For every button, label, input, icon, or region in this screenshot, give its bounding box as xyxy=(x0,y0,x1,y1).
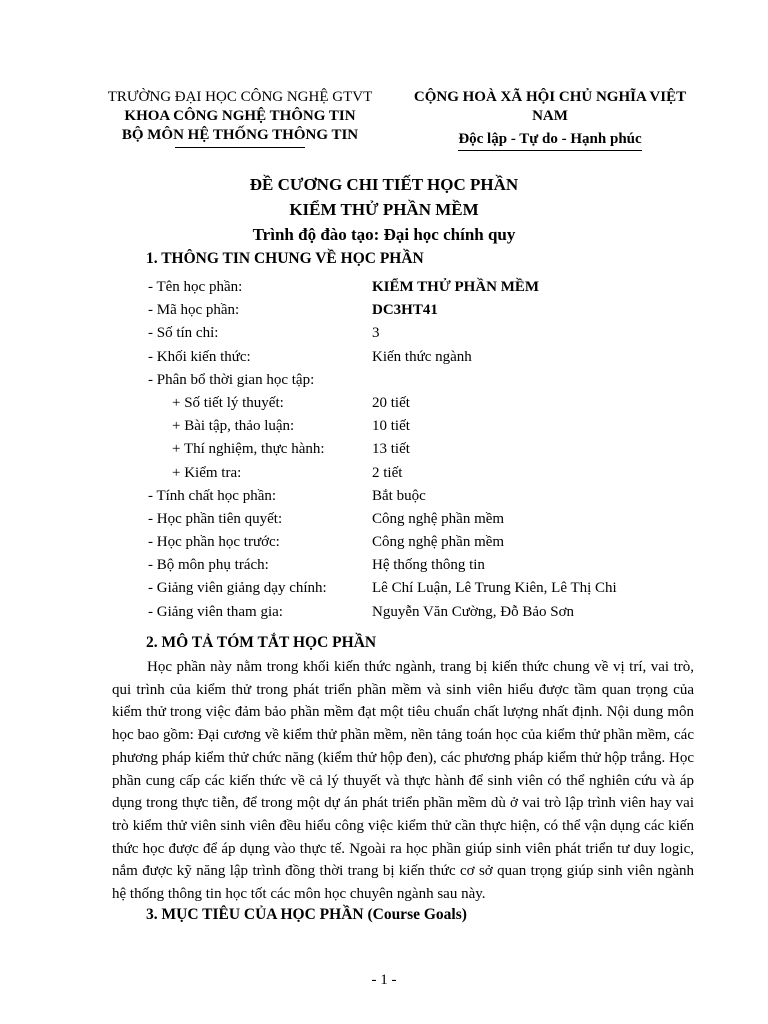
info-value: DC3HT41 xyxy=(372,302,438,319)
info-label: + Thí nghiệm, thực hành: xyxy=(172,441,325,458)
info-row xyxy=(148,276,708,299)
info-label: - Mã học phần: xyxy=(148,302,240,319)
info-row xyxy=(148,601,708,624)
info-row xyxy=(148,554,708,577)
info-value: Hệ thống thông tin xyxy=(372,557,485,574)
info-label: - Giảng viên giảng dạy chính: xyxy=(148,580,327,597)
header-underline xyxy=(175,147,305,148)
info-value: Bắt buộc xyxy=(372,487,426,504)
info-row xyxy=(148,577,708,600)
info-label: - Bộ môn phụ trách: xyxy=(148,557,269,574)
info-row xyxy=(148,438,708,461)
info-label: - Số tín chỉ: xyxy=(148,325,219,342)
info-value: Lê Chí Luận, Lê Trung Kiên, Lê Thị Chi xyxy=(372,580,617,597)
info-label: - Học phần tiên quyết: xyxy=(148,510,283,527)
info-label: + Kiểm tra: xyxy=(172,464,242,481)
info-value: Nguyễn Văn Cường, Đỗ Bảo Sơn xyxy=(372,603,575,620)
national-title: CỘNG HOÀ XÃ HỘI CHỦ NGHĨA VIỆT NAM xyxy=(413,89,687,124)
info-row xyxy=(148,485,708,508)
info-value: Công nghệ phần mềm xyxy=(372,510,505,527)
info-value: 3 xyxy=(372,325,380,342)
info-row xyxy=(148,462,708,485)
info-value: 2 tiết xyxy=(372,464,403,481)
page-number: - 1 - xyxy=(371,972,397,988)
info-row xyxy=(148,346,708,369)
document-title: ĐỀ CƯƠNG CHI TIẾT HỌC PHẦN xyxy=(249,175,519,194)
section2-heading: 2. MÔ TẢ TÓM TẮT HỌC PHẦN xyxy=(146,634,377,651)
info-row xyxy=(148,369,708,392)
info-value: 20 tiết xyxy=(372,394,410,411)
info-label: - Học phần học trước: xyxy=(148,534,280,551)
section3-heading: 3. MỤC TIÊU CỦA HỌC PHẦN (Course Goals) xyxy=(146,906,467,923)
info-value: 13 tiết xyxy=(372,441,410,458)
info-row xyxy=(148,508,708,531)
faculty-name: KHOA CÔNG NGHỆ THÔNG TIN xyxy=(124,108,356,124)
course-info-list xyxy=(148,276,708,624)
info-value: Kiến thức ngành xyxy=(372,348,472,365)
institution-header xyxy=(90,88,390,148)
info-label: + Số tiết lý thuyết: xyxy=(172,394,284,411)
info-label: - Giảng viên tham gia: xyxy=(148,603,283,620)
info-row xyxy=(148,299,708,322)
info-label: - Khối kiến thức: xyxy=(148,348,251,365)
info-row xyxy=(148,531,708,554)
training-level: Trình độ đào tạo: Đại học chính quy xyxy=(252,225,516,244)
national-header xyxy=(405,88,695,151)
info-value: KIỂM THỬ PHẦN MỀM xyxy=(372,279,540,295)
document-title-block xyxy=(0,172,768,247)
course-description: Học phần này nằm trong khối kiến thức ngành, trang bị kiến thức chung về vị trí, vai trò, qui trình của kiểm thử trong phát triển phần mềm và sinh viên hiểu được tầm quan trọng của kiểm thử trong việc đảm bảo phần mềm đạt một tiêu chuẩn chất lượng nhất định. Nội dung môn học bao gồm: Đại cương về kiểm thử phần mềm, nền tảng toán học của kiểm thử phần mềm, các phương pháp kiểm thử chức năng (kiểm thử hộp đen), các phương pháp kiểm thử hộp trắng. Học phần cung cấp các kiến thức về cả lý thuyết và thực hành để sinh viên có thể nghiên cứu và áp dụng trong thực tiễn, để trong một dự án phát triển phần mềm dù ở vai trò lập trình viên hay vai trò kiểm thử viên sinh viên đều hiểu công việc kiểm thử cần thực hiện, có thể vận dụng các kiến thức học được để áp dụng vào thực tế. Ngoài ra học phần giúp sinh viên phát triển tư duy logic, nắm được kỹ năng lập trình đồng thời trang bị kiến thức cơ sở quan trọng giúp sinh viên ngành hệ thống thông tin học tốt các môn học chuyên ngành sau này. xyxy=(112,659,694,903)
national-motto: Độc lập - Tự do - Hạnh phúc xyxy=(458,130,641,151)
info-row xyxy=(148,392,708,415)
section1-heading: 1. THÔNG TIN CHUNG VỀ HỌC PHẦN xyxy=(146,250,424,267)
info-label: + Bài tập, thảo luận: xyxy=(172,418,295,435)
info-row xyxy=(148,415,708,438)
course-title: KIỂM THỬ PHẦN MỀM xyxy=(289,200,479,219)
info-value: 10 tiết xyxy=(372,418,410,435)
info-row xyxy=(148,322,708,345)
university-name: TRƯỜNG ĐẠI HỌC CÔNG NGHỆ GTVT xyxy=(107,89,373,105)
info-label: - Tên học phần: xyxy=(148,279,243,295)
info-label: - Phân bổ thời gian học tập: xyxy=(148,371,315,388)
info-value: Công nghệ phần mềm xyxy=(372,534,505,551)
department-name: BỘ MÔN HỆ THỐNG THÔNG TIN xyxy=(121,127,359,143)
info-label: - Tính chất học phần: xyxy=(148,487,277,504)
